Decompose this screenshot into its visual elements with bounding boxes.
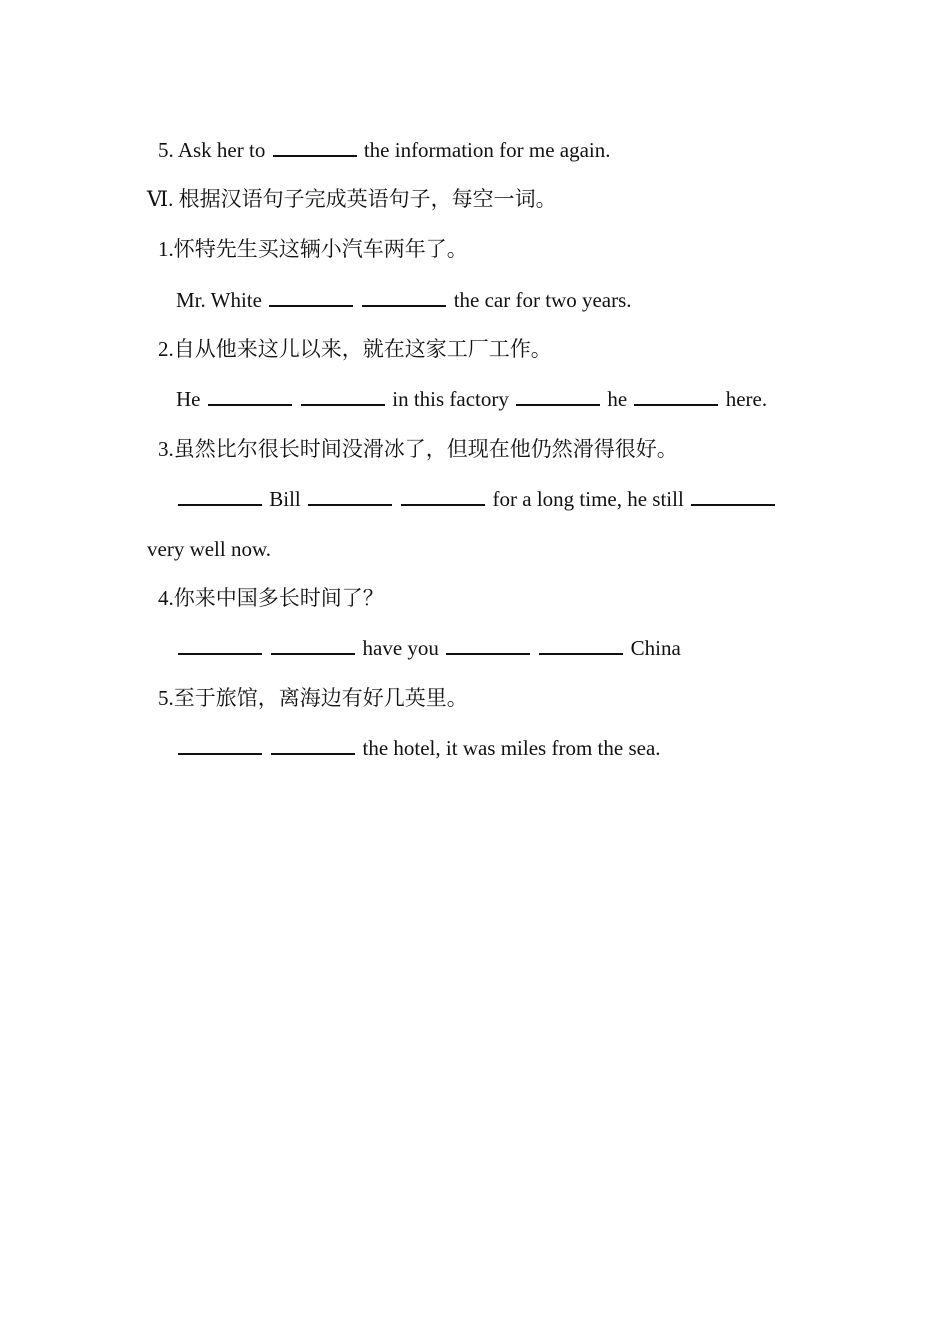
answer-blank[interactable] — [273, 137, 357, 157]
text: Bill — [269, 487, 301, 511]
text: he — [607, 387, 628, 411]
text: China — [630, 636, 681, 660]
text: have you — [362, 636, 439, 660]
answer-blank[interactable] — [301, 386, 385, 406]
question-4-english — [176, 634, 681, 662]
question-3-english — [176, 485, 777, 513]
text: Mr. White — [176, 288, 262, 312]
answer-blank[interactable] — [178, 635, 262, 655]
answer-blank[interactable] — [269, 287, 353, 307]
text: for a long time, he still — [492, 487, 684, 511]
section-heading — [147, 185, 557, 213]
text: the hotel, it was miles from the sea. — [362, 736, 661, 760]
text: 5. Ask her to — [158, 138, 266, 162]
question-3-english-continued — [147, 535, 271, 563]
text: very well now. — [147, 537, 272, 561]
answer-blank[interactable] — [446, 635, 530, 655]
answer-blank[interactable] — [308, 486, 392, 506]
text: the information for me again. — [363, 138, 611, 162]
text: here. — [725, 387, 768, 411]
text: in this factory — [392, 387, 509, 411]
answer-blank[interactable] — [271, 635, 355, 655]
answer-blank[interactable] — [362, 287, 446, 307]
answer-blank[interactable] — [178, 486, 262, 506]
question-3-chinese — [158, 435, 678, 463]
answer-blank[interactable] — [634, 386, 718, 406]
answer-blank[interactable] — [401, 486, 485, 506]
question-4-chinese — [158, 584, 384, 612]
chinese-sentence: 4.你来中国多长时间了？ — [158, 586, 384, 610]
question-2-english — [176, 385, 767, 413]
section-title: Ⅵ. 根据汉语句子完成英语句子，每空一词。 — [147, 187, 557, 211]
answer-blank[interactable] — [539, 635, 623, 655]
chinese-sentence: 2.自从他来这儿以来，就在这家工厂工作。 — [158, 337, 552, 361]
chinese-sentence: 5.至于旅馆，离海边有好几英里。 — [158, 686, 468, 710]
text: the car for two years. — [453, 288, 632, 312]
question-5-chinese — [158, 684, 468, 712]
question-1-english — [176, 286, 632, 314]
chinese-sentence: 3.虽然比尔很长时间没滑冰了，但现在他仍然滑得很好。 — [158, 437, 678, 461]
answer-blank[interactable] — [271, 735, 355, 755]
exercise-5-sentence — [158, 136, 611, 164]
question-2-chinese — [158, 335, 552, 363]
answer-blank[interactable] — [178, 735, 262, 755]
question-5-english — [176, 734, 661, 762]
answer-blank[interactable] — [516, 386, 600, 406]
chinese-sentence: 1.怀特先生买这辆小汽车两年了。 — [158, 237, 468, 261]
question-1-chinese — [158, 235, 468, 263]
answer-blank[interactable] — [691, 486, 775, 506]
text: He — [176, 387, 201, 411]
answer-blank[interactable] — [208, 386, 292, 406]
